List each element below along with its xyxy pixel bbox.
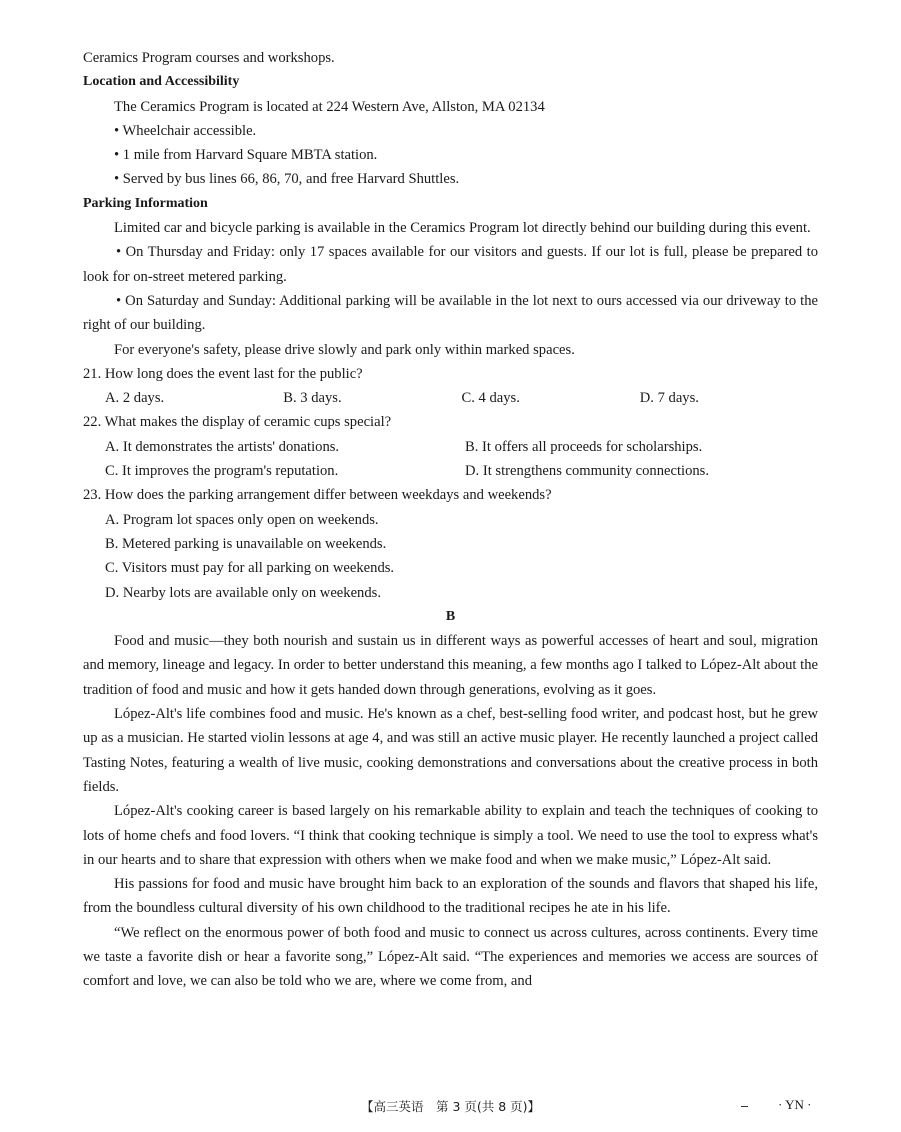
question-23-stem: 23. How does the parking arrangement differ between weekdays and weekends? [83, 487, 552, 504]
parking-heading: Parking Information [83, 195, 208, 211]
passage-paragraph: “We reflect on the enormous power of both food and music to connect us across cultures, across continents. Every time we taste a favorite dish or hear a favorite song,” López-Alt said. “The experiences and memories we access are sources of comfort and love, we can also be told who we are, where we come from, and [83, 924, 818, 990]
option-a: A. Program lot spaces only open on weekends. [105, 511, 379, 528]
continuation-text: Ceramics Program courses and workshops. [83, 50, 335, 66]
question-21-stem: 21. How long does the event last for the public? [83, 365, 363, 382]
section-b-label: B [445, 608, 456, 624]
option-a: A. 2 days. [105, 390, 165, 407]
parking-intro: Limited car and bicycle parking is available in the Ceramics Program lot directly behind our building during this event. [114, 220, 811, 237]
option-b: B. It offers all proceeds for scholarships. [465, 438, 703, 455]
location-bullet: • Wheelchair accessible. [114, 122, 257, 139]
question-22-options-row-1 [83, 435, 818, 459]
option-b: B. Metered parking is unavailable on weekends. [105, 535, 387, 552]
option-a: A. It demonstrates the artists' donations. [105, 438, 340, 455]
option-c: C. Visitors must pay for all parking on weekends. [105, 560, 395, 577]
question-22-options-row-2 [83, 459, 818, 483]
location-bullet: • 1 mile from Harvard Square MBTA station. [114, 147, 378, 164]
passage-paragraph: His passions for food and music have brought him back to an exploration of the sounds and flavors that shaped his life, from the boundless cultural diversity of his own childhood to the traditional recipes he ate in his life. [83, 876, 818, 917]
option-c: C. 4 days. [461, 390, 520, 407]
question-21-options [83, 386, 818, 410]
paper-code: · YN · [778, 1097, 812, 1112]
page-footer [0, 1094, 901, 1118]
footer-dash-mark [741, 1106, 748, 1107]
parking-bullet: • On Saturday and Sunday: Additional parking will be available in the lot next to ours accessed via our driveway to the right of our building. [83, 292, 818, 334]
option-d: D. 7 days. [639, 390, 699, 407]
location-intro: The Ceramics Program is located at 224 Western Ave, Allston, MA 02134 [114, 98, 545, 115]
parking-closing: For everyone's safety, please drive slowly and park only within marked spaces. [114, 341, 575, 358]
option-b: B. 3 days. [283, 390, 342, 407]
option-d: D. Nearby lots are available only on weekends. [105, 584, 381, 601]
parking-bullet: • On Thursday and Friday: only 17 spaces available for our visitors and guests. If our lot is full, please be prepared to look for on-street metered parking. [83, 244, 818, 285]
document-page [83, 46, 818, 994]
option-d: D. It strengthens community connections. [465, 463, 709, 480]
page-number-label: 【高三英语 第 3 页(共 8 页)】 [360, 1099, 541, 1114]
location-heading: Location and Accessibility [83, 74, 240, 90]
location-bullet: • Served by bus lines 66, 86, 70, and free Harvard Shuttles. [114, 171, 460, 188]
passage-paragraph: López-Alt's life combines food and music. He's known as a chef, best-selling food writer, and podcast host, but he grew up as a musician. He started violin lessons at age 4, and was still an active music player. He recently launched a project called Tasting Notes, featuring a wealth of live music, cooking demonstrations and conversations about the creative process in both fields. [83, 706, 818, 795]
passage-paragraph: Food and music—they both nourish and sustain us in different ways as powerful accesses of heart and soul, migration and memory, lineage and legacy. In order to better understand this meaning, a few months ago I talked to López-Alt about the tradition of food and music and how it gets handed down through generations, evolving as it goes. [83, 633, 818, 698]
passage-paragraph: López-Alt's cooking career is based largely on his remarkable ability to explain and teach the techniques of cooking to lots of home chefs and food lovers. “I think that cooking technique is simply a tool. We need to use the tool to express what's in our hearts and to share that expression with others when we make food and when we make music,” López-Alt said. [83, 803, 818, 868]
question-22-stem: 22. What makes the display of ceramic cups special? [83, 414, 392, 431]
option-c: C. It improves the program's reputation. [105, 463, 339, 480]
